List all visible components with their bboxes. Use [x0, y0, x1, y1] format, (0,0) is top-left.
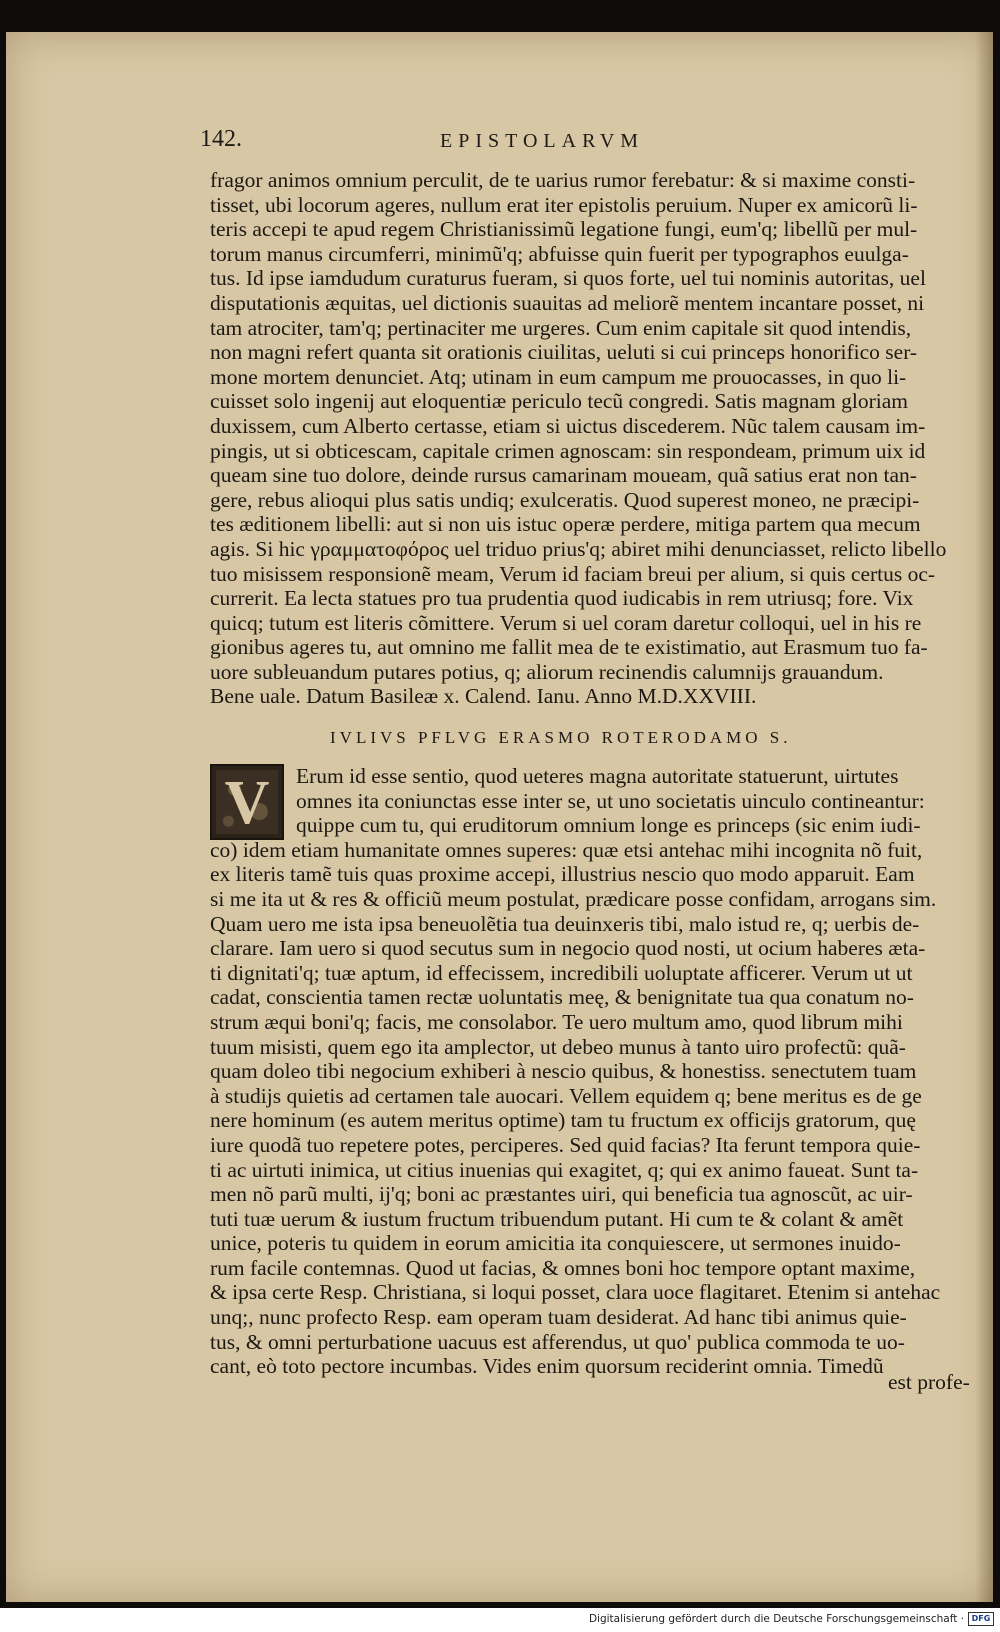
page-header [200, 120, 760, 160]
text-line: strum æqui boni'q; facis, me consolabor. Te uero multum amo, quod librum mihi [210, 1009, 903, 1034]
previous-letter-ending [210, 168, 956, 709]
text-line: à studijs quietis ad certamen tale auocari. Vellem equidem q; bene meritus es de ge [210, 1083, 922, 1108]
text-line: iure quodã tuo repetere potes, perciperes. Sed quid facias? Ita ferunt tempora quie- [210, 1132, 921, 1157]
text-line: quippe cum tu, qui eruditorum omnium longe es princeps (sic enim iudi- [296, 813, 921, 838]
text-line: quicq; tutum est literis cõmittere. Verum si uel coram daretur colloqui, uel in his re [210, 610, 922, 635]
text-line: gere, rebus alioqui plus satis undiq; exulceratis. Quod superest moneo, ne præcipi- [210, 487, 920, 512]
text-line: disputationis æquitas, uel dictionis suauitas ad meliorẽ mentem incantare posset, ni [210, 290, 925, 315]
text-line: currerit. Ea lecta statues pro tua prudentia quod iudicabis in rem utriusq; fore. Vix [210, 586, 914, 611]
digitization-footer [0, 1608, 1000, 1632]
text-line: fragor animos omnium perculit, de te uarius rumor ferebatur: & si maxime consti- [210, 168, 916, 192]
initial-letter: V [224, 769, 270, 837]
text-line: torum manus circumferri, minimũ'q; abfuisse quin fuerit per typographos euulga- [210, 241, 909, 266]
text-line: queam sine tuo dolore, deinde rursus camarinam moueam, quã satius erat non tan- [210, 463, 917, 488]
text-line: co) idem etiam humanitate omnes superes: quæ etsi antehac mihi incognita nõ fuit, [210, 837, 923, 862]
text-line: ti ac uirtuti inimica, ut citius inuenias qui exagitet, q; qui ex animo faueat. Sunt ta- [210, 1157, 919, 1182]
text-line: men nõ parũ multi, ij'q; boni ac præstantes uiri, qui beneficia tua agnoscũt, ac uir- [210, 1182, 913, 1207]
text-line: tes æditionem libelli: aut si non uis istuc operæ perdere, mitiga partem qua mecum [210, 512, 921, 537]
page-number: 142. [200, 126, 242, 152]
text-line: non magni refert quanta sit orationis ciuilitas, ueluti si cui princeps honorifico ser- [210, 340, 918, 365]
text-line: uore subleuandum putares potius, q; aliorum recinendis calumnijs grauandum. [210, 659, 884, 684]
catchword: est profe- [888, 1370, 970, 1394]
text-line: Bene uale. Datum Basileæ x. Calend. Ianu. Anno M.D.XXVIII. [210, 684, 757, 709]
funding-notice: Digitalisierung gefördert durch die Deutsche Forschungsgemeinschaft · [588, 1613, 964, 1625]
text-line: cant, eò toto pectore incumbas. Vides enim quorsum reciderint omnia. Timedũ [210, 1354, 884, 1379]
text-line: unq;, nunc profecto Resp. eam operam tuam desiderat. Ad hanc tibi animus quie- [210, 1305, 907, 1330]
text-line: unice, poteris tu quidem in eorum amicitia ita conquiescere, ut sermones inuido- [210, 1231, 901, 1256]
text-line: cuisset solo ingenij aut eloquentiæ periculo tecũ congredi. Satis magnam gloriam [210, 389, 908, 414]
dfg-logo: DFG [968, 1612, 994, 1626]
text-line: tisset, ubi locorum ageres, nullum erat iter epistolis peruium. Nuper ex amicorũ li- [210, 192, 918, 217]
text-line: tuti tuæ uerum & iustum fructum tribuendum putant. Hi cum te & colant & amẽt [210, 1206, 904, 1231]
text-line: & ipsa certe Resp. Christiana, si loqui posset, clara uoce flagitaret. Etenim si antehac [210, 1280, 941, 1305]
letter-body [210, 764, 956, 1379]
text-line: ex literis tamẽ tuis quas proxime accepi, illustrius nescio quo modo apparuit. Eam [210, 862, 915, 887]
text-line: si me ita ut & res & officiũ meum postulat, prædicare posse confidam, arrogans sim. [210, 886, 937, 911]
text-line: quam doleo tibi negocium exhiberi à nescio quibus, & honestiss. senectutem tuam [210, 1059, 917, 1084]
text-line: pingis, ut si obticescam, capitale crimen agnoscam: sin respondeam, primum uix id [210, 438, 926, 463]
text-line: cadat, conscientia tamen rectæ uoluntatis meę, & benignitate tua qua conatum no- [210, 985, 914, 1010]
text-line: duxissem, cum Alberto certasse, etiam si uictus discederem. Nũc talem causam im- [210, 413, 926, 438]
text-line: omnes ita coniunctas esse inter se, ut uno societatis uinculo contineantur: [296, 788, 925, 813]
text-line: Quam uero me ista ipsa beneuolẽtia tua deuinxeris tibi, malo istud re, q; uerbis de- [210, 911, 920, 936]
text-line: tus, & omni perturbatione uacuus est afferendus, ut quo' publica commoda te uo- [210, 1329, 905, 1354]
text-line: tus. Id ipse iamdudum curaturus fueram, si quos forte, uel tui nominis autoritas, uel [210, 266, 926, 291]
text-line: Erum id esse sentio, quod ueteres magna autoritate statuerunt, uirtutes [296, 764, 899, 788]
letter-title: IVLIVS PFLVG ERASMO ROTERODAMO S. [330, 728, 792, 747]
text-line: gionibus ageres tu, aut omnino me fallit mea de te existimatio, aut Erasmum tuo fa- [210, 635, 928, 660]
text-line: agis. Si hic γραμματοφόρος uel triduo prius'q; abiret mihi denunciasset, relicto libello [210, 536, 947, 561]
text-line: tuum misisti, quem ego ita amplector, ut debeo munus à tanto uiro profectũ: quã- [210, 1034, 906, 1059]
running-head: EPISTOLARVM [440, 130, 645, 152]
text-line: ti dignitati'q; tuæ aptum, id effecissem, incredibili uoluptate afficerer. Verum ut ut [210, 960, 913, 985]
text-line: clarare. Iam uero si quod secutus sum in negocio quod nosti, ut ocium haberes æta- [210, 936, 926, 961]
text-line: rum facile contemnas. Quod ut facias, & omnes boni hoc tempore optant maxime, [210, 1255, 916, 1280]
text-line: teris accepi te apud regem Christianissimũ legatione fungi, eum'q; libellũ per mul- [210, 217, 918, 242]
text-line: tam atrociter, tam'q; pertinaciter me urgeres. Cum enim capitale sit quod intendis, [210, 315, 912, 340]
text-line: nere hominum (es autem meritus optime) tam tu fructum ex officijs gratorum, quę [210, 1108, 916, 1133]
page-edge-shadow [975, 32, 993, 1602]
text-line: tuo misissem responsionẽ meam, Verum id faciam breui per alium, si quis certus oc- [210, 561, 936, 586]
text-line: mone mortem denunciet. Atq; utinam in eum campum me prouocasses, in quo li- [210, 364, 907, 389]
